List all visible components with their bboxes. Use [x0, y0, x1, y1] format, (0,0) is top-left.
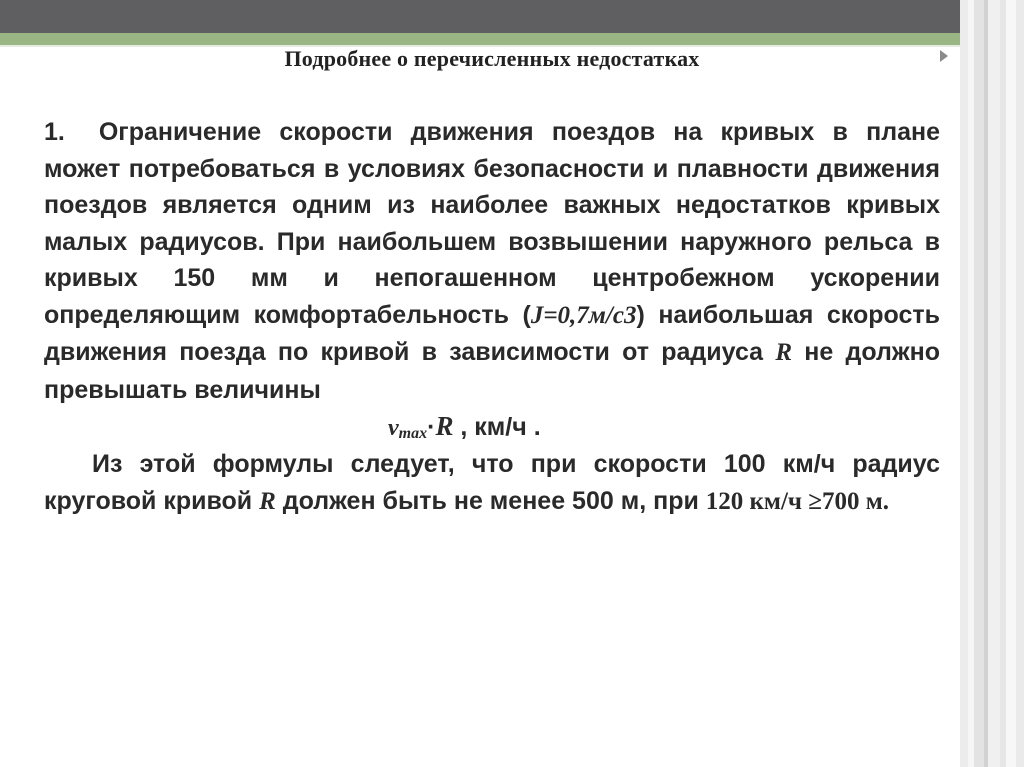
r-symbol-2: R: [259, 488, 276, 515]
triangle-marker-icon: [940, 50, 948, 62]
j-value: J=0,7м/с3: [530, 301, 637, 329]
top-bar-dark: [0, 0, 1024, 33]
list-number: 1.: [44, 118, 65, 146]
formula-dot: ·: [427, 413, 436, 441]
right-decorative-stripes: [960, 0, 1024, 767]
paragraph-1-text-start: Ограничение скорости движения поездов на кривых в плане может потребоваться в условиях безопасности и плавности движения поездов является одним из наиболее важных недостатков кривых малых радиусов. При наибольшем возвышении наружного рельса в кривых 150 мм и непогашенном центробежном ускорении определяющим комфортабельность (: [44, 118, 940, 329]
stripe: [1016, 0, 1024, 767]
stripe: [1006, 0, 1016, 767]
r-symbol: R: [775, 339, 793, 366]
paragraph-1-text-end: не должно превышать величины: [44, 338, 941, 404]
stripe: [960, 0, 968, 767]
formula-subscript: max: [398, 425, 428, 442]
stripe: [988, 0, 1000, 767]
stripe: [974, 0, 984, 767]
paragraph-2-text-start: Из этой формулы следует, что при скорости 100 км/ч радиус круговой кривой: [44, 450, 940, 515]
formula-r: R: [435, 411, 454, 441]
paragraph-2-text-middle: должен быть не менее 500 м, при: [275, 487, 706, 515]
paragraph-1: [44, 114, 940, 408]
formula-v: v: [388, 415, 399, 441]
slide-content: [44, 44, 940, 520]
paragraph-2: [44, 446, 940, 520]
formula: [44, 408, 940, 446]
paragraph-2-text-end: 120 км/ч ≥700 м.: [705, 488, 890, 515]
paragraph-1-text-middle: ) наибольшая скорость движения поезда по кривой в зависимости от радиуса: [44, 300, 940, 366]
slide-title: Подробнее о перечисленных недостатках: [284, 46, 700, 71]
formula-unit: , км/ч .: [453, 413, 541, 441]
